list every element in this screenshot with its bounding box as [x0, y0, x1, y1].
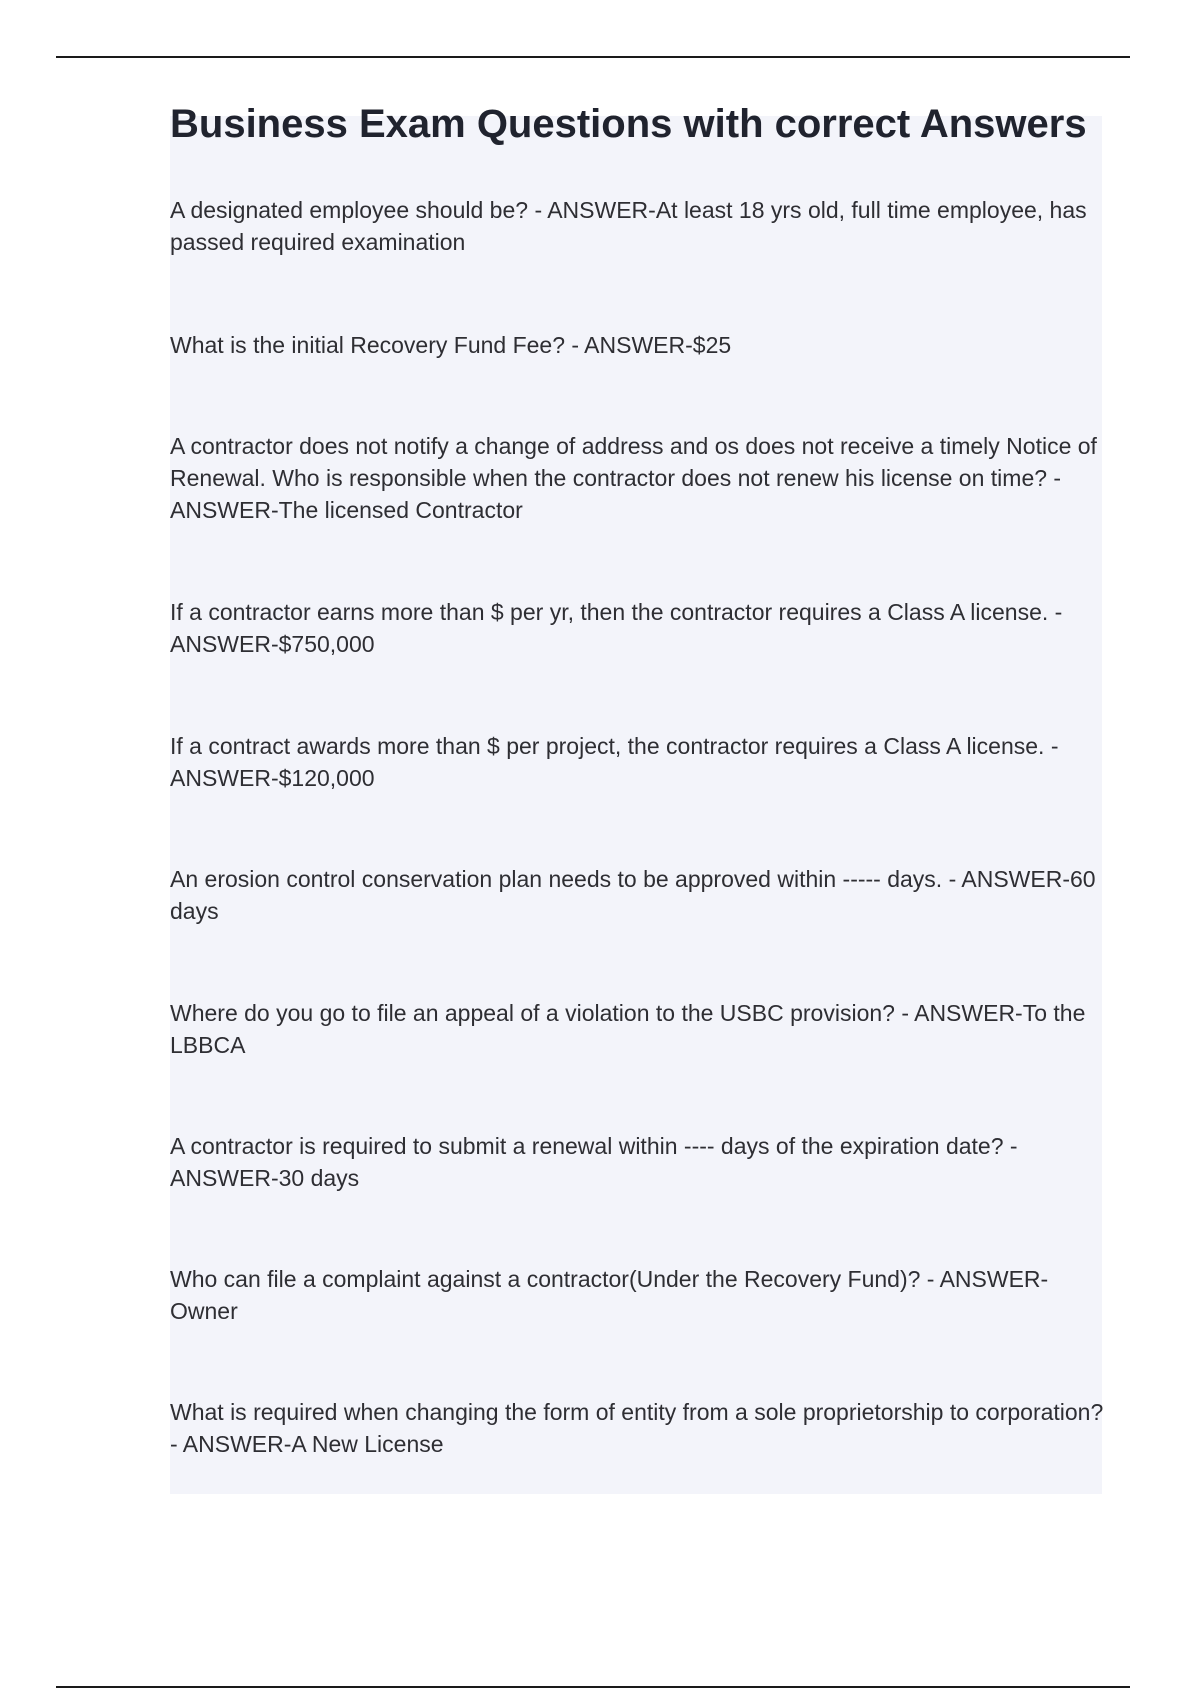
qa-item-recovery-fund-complaint: Who can file a complaint against a contractor(Under the Recovery Fund)? - ANSWER-Owner: [170, 1266, 1049, 1324]
qa-item-usbc-appeal: Where do you go to file an appeal of a violation to the USBC provision? - ANSWER-To the LBBCA: [170, 1000, 1086, 1058]
bottom-rule: [56, 1686, 1130, 1688]
top-rule: [56, 56, 1130, 58]
qa-item-recovery-fund-fee: What is the initial Recovery Fund Fee? - ANSWER-$25: [170, 332, 732, 358]
qa-item-class-a-earnings: If a contractor earns more than $ per yr, then the contractor requires a Class A license. - ANSWER-$750,000: [170, 599, 1063, 657]
qa-item-designated-employee: A designated employee should be? - ANSWER-At least 18 yrs old, full time employee, has passed required examination: [170, 197, 1087, 255]
document-title: Business Exam Questions with correct Answers: [170, 102, 1087, 146]
qa-item-notice-of-renewal: A contractor does not notify a change of address and os does not receive a timely Notice of Renewal. Who is responsible when the contractor does not renew his license on time? - ANSWER-The licensed Contractor: [170, 433, 1097, 523]
qa-item-renewal-days: A contractor is required to submit a renewal within ---- days of the expiration date? - ANSWER-30 days: [170, 1133, 1018, 1191]
qa-item-entity-change: What is required when changing the form of entity from a sole proprietorship to corporation? - ANSWER-A New License: [170, 1399, 1104, 1457]
qa-item-erosion-control: An erosion control conservation plan needs to be approved within ----- days. - ANSWER-60 days: [170, 866, 1096, 924]
qa-item-class-a-project: If a contract awards more than $ per project, the contractor requires a Class A license. - ANSWER-$120,000: [170, 733, 1059, 791]
